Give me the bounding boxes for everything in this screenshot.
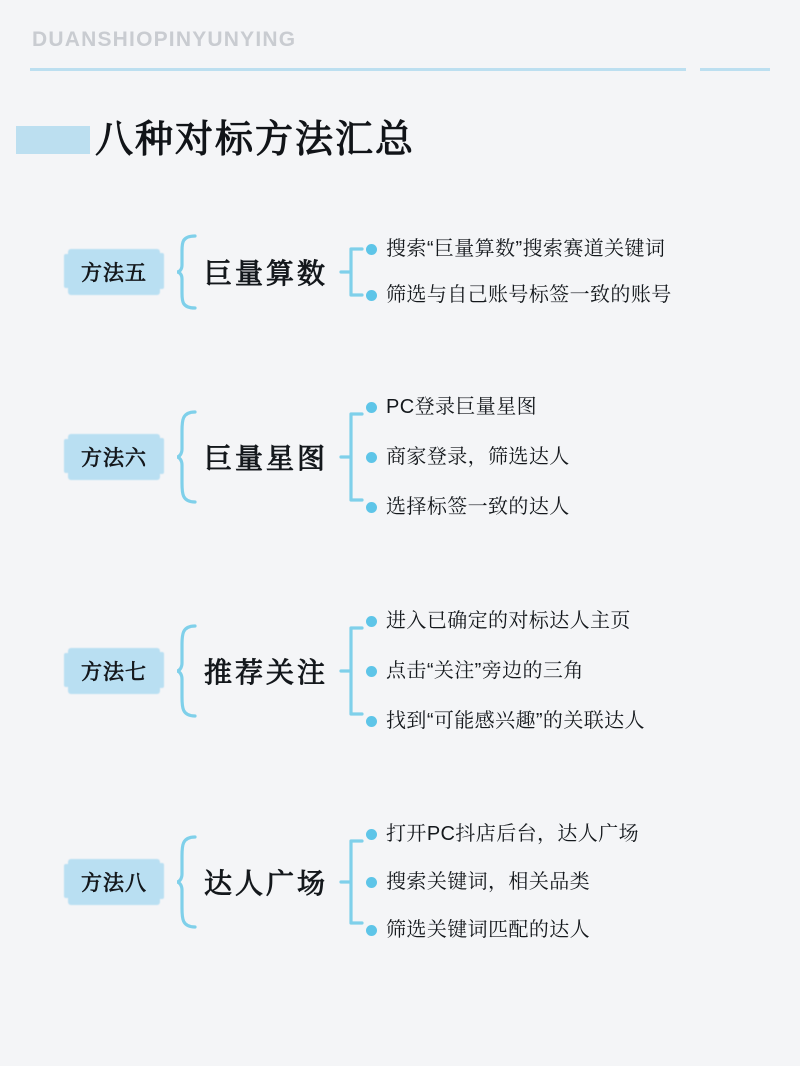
bracket-right-icon [338,616,364,726]
list-item-label: 筛选关键词匹配的达人 [386,919,591,941]
bullet-dot-icon [366,925,377,936]
bracket-left-icon [174,233,198,311]
list-item-label: 点击“关注”旁边的三角 [386,660,584,682]
list-item [366,609,645,633]
list-item-label: 进入已确定的对标达人主页 [386,610,631,632]
list-item [366,283,672,307]
bullet-dot-icon [366,877,377,888]
list-item-label: 搜索“巨量算数”搜索赛道关键词 [386,238,666,260]
list-item [366,445,570,469]
bullet-dot-icon [366,452,377,463]
method-node-label: 达人广场 [204,868,329,899]
list-item [366,870,639,894]
title-accent-block [16,126,90,154]
bullet-dot-icon [366,616,377,627]
list-item [366,395,570,419]
method-node-label: 巨量星图 [204,443,329,474]
page-header [0,0,800,74]
page-title: 八种对标方法汇总 [95,119,416,161]
list-item-label: 筛选与自己账号标签一致的账号 [386,284,672,306]
header-divider [30,68,642,71]
list-item-label: 商家登录，筛选达人 [386,446,570,468]
list-item [366,495,570,519]
bullet-dot-icon [366,502,377,513]
bracket-left-icon [174,409,198,505]
method-items [366,226,672,318]
method-badge [68,249,160,295]
method-group [0,226,800,318]
method-items [366,810,639,954]
bracket-left-icon [174,623,198,719]
bullet-dot-icon [366,290,377,301]
list-item-label: 打开PC抖店后台，达人广场 [386,823,639,845]
method-badge-label: 方法七 [81,661,147,684]
method-badge-label: 方法八 [81,872,147,895]
list-item [366,822,639,846]
method-items [366,382,570,532]
list-item [366,709,645,733]
bullet-dot-icon [366,716,377,727]
brand-title: DUANSHIOPINYUNYING [32,28,297,51]
method-badge-label: 方法六 [81,447,147,470]
method-node-label: 巨量算数 [204,258,329,289]
list-item-label: 选择标签一致的达人 [386,496,570,518]
method-badge-label: 方法五 [81,262,147,285]
bracket-right-icon [338,829,364,935]
method-badge [68,648,160,694]
method-group [0,810,800,954]
list-item [366,237,672,261]
bracket-right-icon [338,402,364,512]
bullet-dot-icon [366,402,377,413]
bracket-left-icon [174,834,198,930]
bracket-right-icon [338,235,364,309]
list-item-label: 搜索关键词，相关品类 [386,871,591,893]
bullet-dot-icon [366,829,377,840]
bullet-dot-icon [366,666,377,677]
method-badge [68,859,160,905]
list-item [366,659,645,683]
method-group [0,596,800,746]
methods-diagram [0,226,800,954]
header-divider-dash-2 [700,68,770,71]
bullet-dot-icon [366,244,377,255]
method-items [366,596,645,746]
method-badge [68,434,160,480]
title-row [0,100,800,186]
list-item-label: 找到“可能感兴趣”的关联达人 [386,710,645,732]
method-node-label: 推荐关注 [204,657,329,688]
method-group [0,382,800,532]
list-item [366,918,639,942]
list-item-label: PC登录巨量星图 [386,396,537,418]
header-divider-dash-1 [634,68,686,71]
